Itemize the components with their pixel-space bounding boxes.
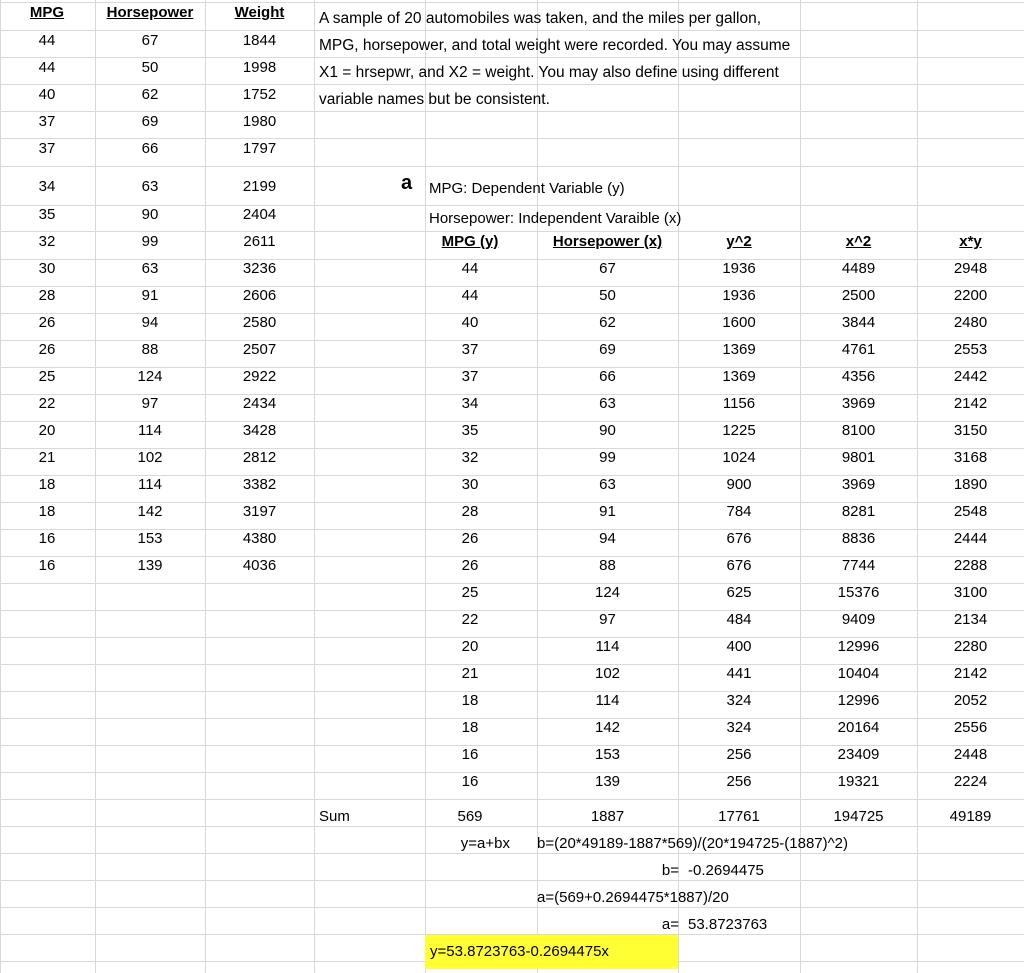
calc-cell-horsepower-x[interactable]: 142: [594, 719, 621, 736]
calc-cell-horsepower-x[interactable]: 50: [599, 287, 616, 304]
calc-cell-x-squared[interactable]: 7744: [841, 557, 876, 574]
source-cell-mpg[interactable]: 16: [38, 530, 56, 547]
calc-cell-mpg-y[interactable]: 44: [461, 287, 479, 304]
calc-cell-x-squared[interactable]: 4356: [841, 368, 876, 385]
source-cell-weight[interactable]: 2434: [242, 395, 277, 412]
calc-cell-x-times-y[interactable]: 2553: [953, 341, 988, 358]
calc-cell-y-squared[interactable]: 1600: [722, 314, 756, 331]
source-cell-weight[interactable]: 4036: [242, 557, 277, 574]
source-cell-weight[interactable]: 1998: [242, 59, 277, 76]
calc-cell-x-times-y[interactable]: 2052: [953, 692, 988, 709]
calc-cell-mpg-y[interactable]: 32: [461, 449, 479, 466]
calc-cell-x-times-y[interactable]: 2142: [953, 395, 988, 412]
calc-cell-x-times-y[interactable]: 2556: [953, 719, 988, 736]
calc-cell-x-squared[interactable]: 9801: [841, 449, 876, 466]
calc-cell-x-times-y[interactable]: 2288: [953, 557, 988, 574]
regression-result[interactable]: y=53.8723763-0.2694475x: [430, 943, 609, 960]
calc-cell-y-squared[interactable]: 1936: [722, 260, 756, 277]
calc-cell-mpg-y[interactable]: 34: [461, 395, 479, 412]
source-cell-horsepower[interactable]: 94: [141, 314, 159, 331]
description-line: MPG, horsepower, and total weight were recorded. You may assume: [319, 37, 791, 54]
source-cell-weight[interactable]: 1844: [242, 32, 277, 49]
a-value[interactable]: 53.8723763: [688, 916, 768, 933]
calc-header-x-squared[interactable]: x^2: [845, 233, 872, 250]
calc-cell-mpg-y[interactable]: 16: [461, 746, 479, 763]
source-cell-mpg[interactable]: 37: [38, 113, 56, 130]
source-cell-mpg[interactable]: 26: [38, 314, 56, 331]
calc-cell-x-squared[interactable]: 10404: [837, 665, 880, 682]
sum-cell-x-squared[interactable]: 194725: [833, 808, 884, 825]
calc-cell-mpg-y[interactable]: 37: [461, 341, 479, 358]
calc-cell-y-squared[interactable]: 256: [726, 746, 752, 763]
calc-cell-y-squared[interactable]: 484: [726, 611, 752, 628]
source-cell-mpg[interactable]: 32: [38, 233, 56, 250]
source-cell-horsepower[interactable]: 90: [141, 206, 159, 223]
source-cell-weight[interactable]: 2606: [242, 287, 277, 304]
calc-cell-x-squared[interactable]: 4489: [841, 260, 876, 277]
calc-cell-y-squared[interactable]: 324: [726, 719, 752, 736]
description-line: X1 = hrsepwr, and X2 = weight. You may also define using different: [319, 64, 779, 81]
source-cell-horsepower[interactable]: 139: [137, 557, 163, 574]
source-cell-mpg[interactable]: 18: [38, 476, 56, 493]
sum-cell-x-times-y[interactable]: 49189: [949, 808, 992, 825]
calc-cell-y-squared[interactable]: 256: [726, 773, 752, 790]
calc-cell-horsepower-x[interactable]: 66: [599, 368, 616, 385]
calc-cell-y-squared[interactable]: 324: [726, 692, 752, 709]
calc-cell-x-squared[interactable]: 20164: [837, 719, 880, 736]
source-header-horsepower[interactable]: Horsepower: [106, 4, 194, 21]
calc-cell-y-squared[interactable]: 400: [726, 638, 752, 655]
calc-cell-x-times-y[interactable]: 2200: [953, 287, 988, 304]
independent-variable-label[interactable]: Horsepower: Independent Varaible (x): [429, 210, 682, 227]
source-cell-horsepower[interactable]: 62: [141, 86, 159, 103]
source-cell-horsepower[interactable]: 114: [138, 476, 162, 493]
calc-cell-x-times-y[interactable]: 2948: [953, 260, 988, 277]
calc-cell-mpg-y[interactable]: 37: [461, 368, 479, 385]
calc-header-mpg-y[interactable]: MPG (y): [441, 233, 499, 250]
source-cell-horsepower[interactable]: 124: [137, 368, 163, 385]
calc-cell-mpg-y[interactable]: 26: [461, 530, 479, 547]
source-cell-mpg[interactable]: 30: [38, 260, 56, 277]
source-cell-weight[interactable]: 2812: [242, 449, 277, 466]
source-cell-horsepower[interactable]: 67: [141, 32, 159, 49]
calc-cell-mpg-y[interactable]: 40: [461, 314, 479, 331]
source-cell-horsepower[interactable]: 114: [138, 422, 162, 439]
calc-cell-x-squared[interactable]: 8281: [841, 503, 876, 520]
source-cell-weight[interactable]: 2199: [242, 178, 277, 195]
source-cell-mpg[interactable]: 28: [38, 287, 56, 304]
source-cell-horsepower[interactable]: 97: [141, 395, 159, 412]
calc-cell-horsepower-x[interactable]: 139: [594, 773, 621, 790]
calc-cell-x-times-y[interactable]: 2280: [953, 638, 988, 655]
calc-cell-horsepower-x[interactable]: 62: [599, 314, 616, 331]
model-equation[interactable]: y=a+bx: [460, 835, 510, 852]
calc-cell-y-squared[interactable]: 1369: [722, 368, 756, 385]
sum-cell-mpg-y[interactable]: 569: [457, 808, 483, 825]
sum-label[interactable]: Sum: [319, 808, 350, 825]
source-cell-mpg[interactable]: 26: [38, 341, 56, 358]
a-formula[interactable]: a=(569+0.2694475*1887)/20: [537, 889, 729, 906]
dependent-variable-label[interactable]: MPG: Dependent Variable (y): [429, 180, 625, 197]
calc-header-y-squared[interactable]: y^2: [726, 233, 752, 250]
source-cell-horsepower[interactable]: 102: [137, 449, 163, 466]
calc-cell-x-times-y[interactable]: 2224: [953, 773, 988, 790]
calc-cell-x-squared[interactable]: 12996: [837, 692, 880, 709]
source-cell-mpg[interactable]: 44: [38, 32, 56, 49]
calc-cell-y-squared[interactable]: 784: [726, 503, 752, 520]
source-cell-horsepower[interactable]: 153: [137, 530, 163, 547]
calc-cell-mpg-y[interactable]: 18: [461, 719, 479, 736]
calc-cell-x-squared[interactable]: 19321: [837, 773, 880, 790]
source-cell-mpg[interactable]: 20: [38, 422, 56, 439]
calc-cell-x-times-y[interactable]: 3100: [953, 584, 988, 601]
b-formula[interactable]: b=(20*49189-1887*569)/(20*194725-(1887)^2): [537, 835, 849, 852]
calc-cell-mpg-y[interactable]: 44: [461, 260, 479, 277]
calc-cell-x-squared[interactable]: 2500: [841, 287, 876, 304]
calc-cell-x-squared[interactable]: 3844: [841, 314, 876, 331]
calc-cell-mpg-y[interactable]: 35: [461, 422, 479, 439]
calc-cell-x-times-y[interactable]: 2134: [953, 611, 988, 628]
calc-cell-y-squared[interactable]: 900: [726, 476, 752, 493]
source-cell-weight[interactable]: 3428: [242, 422, 277, 439]
source-cell-weight[interactable]: 3382: [242, 476, 277, 493]
source-cell-horsepower[interactable]: 63: [141, 178, 159, 195]
source-cell-weight[interactable]: 1797: [242, 140, 277, 157]
calc-cell-x-times-y[interactable]: 2448: [953, 746, 988, 763]
description-line: A sample of 20 automobiles was taken, and the miles per gallon,: [319, 10, 762, 27]
calc-cell-horsepower-x[interactable]: 90: [599, 422, 616, 439]
calc-cell-x-times-y[interactable]: 2142: [953, 665, 988, 682]
calc-cell-x-squared[interactable]: 8836: [841, 530, 876, 547]
calc-cell-mpg-y[interactable]: 18: [461, 692, 479, 709]
source-cell-weight[interactable]: 2922: [242, 368, 277, 385]
a-label[interactable]: a=: [661, 916, 679, 933]
source-cell-mpg[interactable]: 18: [38, 503, 56, 520]
calc-cell-x-squared[interactable]: 9409: [841, 611, 876, 628]
source-cell-mpg[interactable]: 40: [38, 86, 56, 103]
source-cell-mpg[interactable]: 44: [38, 59, 56, 76]
calc-cell-horsepower-x[interactable]: 114: [595, 692, 620, 709]
source-cell-horsepower[interactable]: 88: [141, 341, 159, 358]
b-value[interactable]: -0.2694475: [688, 862, 764, 879]
calc-cell-y-squared[interactable]: 1936: [722, 287, 756, 304]
description-line: variable names but be consistent.: [319, 91, 550, 108]
calc-header-horsepower-x[interactable]: Horsepower (x): [552, 233, 663, 250]
source-cell-horsepower[interactable]: 142: [137, 503, 163, 520]
calc-cell-mpg-y[interactable]: 16: [461, 773, 479, 790]
calc-cell-mpg-y[interactable]: 22: [461, 611, 479, 628]
calc-cell-y-squared[interactable]: 1156: [722, 395, 756, 412]
calc-cell-y-squared[interactable]: 1369: [722, 341, 756, 358]
calc-cell-horsepower-x[interactable]: 63: [599, 476, 616, 493]
calc-cell-horsepower-x[interactable]: 63: [599, 395, 616, 412]
calc-cell-horsepower-x[interactable]: 94: [599, 530, 616, 547]
calc-cell-x-squared[interactable]: 3969: [841, 395, 876, 412]
calc-cell-mpg-y[interactable]: 25: [461, 584, 479, 601]
calc-cell-horsepower-x[interactable]: 97: [599, 611, 616, 628]
calc-cell-horsepower-x[interactable]: 102: [594, 665, 621, 682]
calc-cell-horsepower-x[interactable]: 153: [594, 746, 621, 763]
calc-cell-horsepower-x[interactable]: 91: [599, 503, 616, 520]
calc-cell-y-squared[interactable]: 676: [726, 557, 752, 574]
source-cell-mpg[interactable]: 35: [38, 206, 56, 223]
calc-cell-y-squared[interactable]: 441: [726, 665, 752, 682]
calc-cell-mpg-y[interactable]: 20: [461, 638, 479, 655]
source-cell-horsepower[interactable]: 91: [141, 287, 159, 304]
calc-cell-x-times-y[interactable]: 2480: [953, 314, 988, 331]
source-cell-horsepower[interactable]: 50: [141, 59, 159, 76]
calc-cell-x-times-y[interactable]: 2444: [953, 530, 988, 547]
calc-cell-horsepower-x[interactable]: 114: [595, 638, 620, 655]
calc-cell-x-squared[interactable]: 3969: [841, 476, 876, 493]
calc-cell-x-times-y[interactable]: 1890: [953, 476, 988, 493]
part-a-marker[interactable]: a: [401, 172, 413, 194]
source-cell-weight[interactable]: 3197: [242, 503, 277, 520]
calc-cell-horsepower-x[interactable]: 99: [599, 449, 616, 466]
calc-cell-x-squared[interactable]: 15376: [837, 584, 880, 601]
calc-cell-horsepower-x[interactable]: 67: [599, 260, 616, 277]
calc-cell-horsepower-x[interactable]: 88: [599, 557, 616, 574]
source-header-weight[interactable]: Weight: [234, 4, 285, 21]
calc-cell-x-squared[interactable]: 8100: [841, 422, 876, 439]
source-cell-horsepower[interactable]: 99: [141, 233, 159, 250]
source-cell-weight[interactable]: 2611: [243, 233, 276, 250]
source-cell-horsepower[interactable]: 69: [141, 113, 159, 130]
source-cell-weight[interactable]: 4380: [242, 530, 277, 547]
calc-cell-x-times-y[interactable]: 2548: [953, 503, 988, 520]
source-cell-mpg[interactable]: 22: [38, 395, 56, 412]
source-cell-mpg[interactable]: 16: [38, 557, 56, 574]
calc-cell-x-times-y[interactable]: 3168: [953, 449, 988, 466]
source-cell-horsepower[interactable]: 63: [141, 260, 159, 277]
calc-cell-x-squared[interactable]: 4761: [841, 341, 876, 358]
calc-cell-x-times-y[interactable]: 3150: [953, 422, 988, 439]
problem-description[interactable]: [319, 5, 899, 113]
calc-cell-x-squared[interactable]: 23409: [837, 746, 880, 763]
calc-cell-mpg-y[interactable]: 28: [461, 503, 479, 520]
source-cell-horsepower[interactable]: 66: [141, 140, 159, 157]
calc-cell-y-squared[interactable]: 1225: [722, 422, 756, 439]
source-cell-mpg[interactable]: 37: [38, 140, 56, 157]
source-cell-weight[interactable]: 3236: [242, 260, 277, 277]
calc-cell-x-squared[interactable]: 12996: [837, 638, 880, 655]
calc-cell-mpg-y[interactable]: 21: [461, 665, 479, 682]
source-cell-mpg[interactable]: 21: [38, 449, 56, 466]
calc-cell-mpg-y[interactable]: 26: [461, 557, 479, 574]
calc-cell-y-squared[interactable]: 625: [726, 584, 752, 601]
sum-cell-y-squared[interactable]: 17761: [718, 808, 760, 825]
calc-header-x-times-y[interactable]: x*y: [959, 233, 982, 250]
calc-cell-horsepower-x[interactable]: 69: [599, 341, 616, 358]
source-cell-weight[interactable]: 1980: [242, 113, 277, 130]
source-cell-weight[interactable]: 2507: [242, 341, 277, 358]
sum-cell-horsepower-x[interactable]: 1887: [590, 808, 625, 825]
calc-cell-y-squared[interactable]: 1024: [722, 449, 756, 466]
source-header-mpg[interactable]: MPG: [29, 4, 65, 21]
source-cell-weight[interactable]: 1752: [242, 86, 277, 103]
source-cell-weight[interactable]: 2580: [242, 314, 277, 331]
source-cell-weight[interactable]: 2404: [242, 206, 277, 223]
calc-cell-x-times-y[interactable]: 2442: [953, 368, 988, 385]
source-cell-mpg[interactable]: 34: [38, 178, 56, 195]
calc-cell-mpg-y[interactable]: 30: [461, 476, 479, 493]
calc-cell-y-squared[interactable]: 676: [726, 530, 752, 547]
source-cell-mpg[interactable]: 25: [38, 368, 56, 385]
calc-cell-horsepower-x[interactable]: 124: [594, 584, 621, 601]
b-label[interactable]: b=: [661, 862, 679, 879]
